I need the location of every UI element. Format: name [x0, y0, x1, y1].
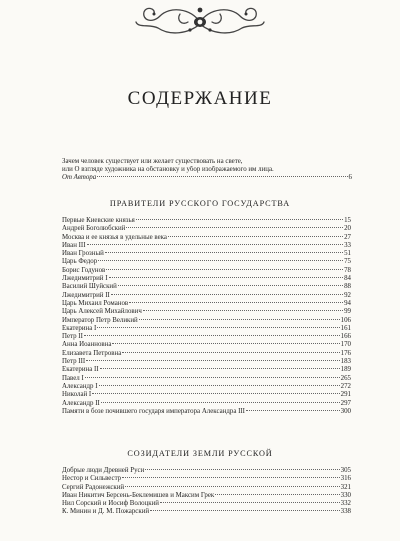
entry-title: Петр III: [62, 358, 86, 366]
entry-page: 183: [340, 358, 351, 366]
entry-page: 99: [344, 308, 351, 316]
entry-title: Памяти в бозе почившего государя императора Александра III: [62, 407, 245, 415]
entry-title: К. Минин и Д. М. Пожарский: [62, 508, 150, 516]
toc-entry[interactable]: [62, 174, 352, 182]
leader-dots: [105, 252, 343, 253]
toc-entry[interactable]: [62, 242, 351, 250]
leader-dots: [111, 294, 343, 295]
leader-dots: [92, 393, 339, 394]
toc-entry[interactable]: [62, 317, 351, 325]
entry-page: 291: [340, 391, 351, 399]
leader-dots: [87, 244, 344, 245]
toc-entry[interactable]: [62, 508, 351, 516]
section-heading: СОЗИДАТЕЛИ ЗЕМЛИ РУССКОЙ: [127, 449, 273, 458]
toc-entry[interactable]: [62, 217, 351, 225]
entry-title: Анна Иоанновна: [62, 341, 112, 349]
leader-dots: [122, 477, 340, 478]
toc-entry[interactable]: [62, 267, 351, 275]
entry-page: 88: [344, 283, 351, 291]
intro-line: Зачем человек существует или желает существовать на свете,: [62, 158, 243, 165]
entry-title: Елизавета Петровна: [62, 349, 122, 357]
toc-entry[interactable]: [62, 283, 351, 291]
entry-title: Иван Никитич Берсень-Беклемишев и Максим Грек: [62, 491, 215, 499]
entry-page: 316: [340, 475, 351, 483]
entry-page: 170: [340, 341, 351, 349]
toc-entry[interactable]: [62, 350, 351, 358]
leader-dots: [98, 260, 343, 261]
entry-title: Борис Годунов: [62, 266, 106, 274]
entry-title: Андрей Боголюбский: [62, 225, 126, 233]
entry-page: 51: [344, 250, 351, 258]
toc-entry[interactable]: [62, 250, 351, 258]
leader-dots: [136, 219, 343, 220]
toc-entry[interactable]: [62, 292, 351, 300]
entry-title: Петр II: [62, 333, 83, 341]
entry-title: Иван Грозный: [62, 250, 104, 258]
entry-title: Первые Киевские князья: [62, 217, 135, 224]
leader-dots: [97, 327, 339, 328]
entry-title: Сергий Радонежский: [62, 483, 125, 491]
toc-entry[interactable]: [62, 391, 351, 399]
entry-page: 189: [340, 366, 351, 374]
toc-entry[interactable]: [62, 475, 351, 483]
entry-title: Екатерина II: [62, 366, 99, 374]
toc-entry[interactable]: [62, 325, 351, 333]
entry-page: 92: [344, 291, 351, 299]
entry-page: 94: [344, 299, 351, 307]
toc-entry[interactable]: [62, 375, 351, 383]
entry-page: 272: [340, 382, 351, 390]
entry-page: 300: [340, 407, 351, 415]
leader-dots: [126, 227, 343, 228]
toc-entry[interactable]: [62, 366, 351, 374]
leader-dots: [143, 310, 343, 311]
entry-page: 265: [340, 374, 351, 382]
entry-page: 176: [340, 349, 351, 357]
entry-title: Иван III: [62, 241, 86, 249]
entry-title: Екатерина I: [62, 324, 97, 332]
entry-page: 84: [344, 275, 351, 283]
entry-title: Царь Михаил Романов: [62, 299, 129, 307]
leader-dots: [112, 343, 339, 344]
entry-title: Москва и ее князья в удельные века: [62, 233, 167, 241]
entry-title: Царь Федор: [62, 258, 98, 266]
entry-title: Нил Сорский и Иосиф Волоцкий: [62, 500, 159, 508]
toc-entry[interactable]: [62, 225, 351, 233]
toc-entry[interactable]: [62, 383, 351, 391]
leader-dots: [160, 502, 340, 503]
leader-dots: [168, 236, 343, 237]
entry-title: Лжедимитрий II: [62, 291, 110, 299]
entry-page: 330: [340, 491, 351, 499]
entry-title: Добрые люди Древней Руси: [62, 467, 145, 474]
toc-entry[interactable]: [62, 400, 351, 408]
leader-dots: [97, 176, 347, 177]
leader-dots: [139, 319, 340, 320]
leader-dots: [86, 360, 339, 361]
entry-page: 332: [340, 500, 351, 508]
ornament-icon: [130, 2, 270, 42]
page-title: СОДЕРЖАНИЕ: [127, 88, 273, 109]
toc-entry[interactable]: [62, 358, 351, 366]
leader-dots: [109, 277, 344, 278]
entry-page: 6: [348, 174, 352, 182]
toc-entry[interactable]: [62, 408, 351, 416]
toc-entry[interactable]: [62, 275, 351, 283]
leader-dots: [118, 285, 343, 286]
toc-entry[interactable]: [62, 492, 351, 500]
toc-entry[interactable]: [62, 341, 351, 349]
entry-title: Александр II: [62, 399, 100, 407]
toc-entry[interactable]: [62, 467, 351, 475]
intro-block: [62, 158, 352, 183]
leader-dots: [84, 335, 340, 336]
entry-title: Василий Шуйский: [62, 283, 117, 291]
entry-title: Нестор и Сильвестр: [62, 475, 122, 483]
entry-page: 106: [340, 316, 351, 324]
leader-dots: [100, 368, 340, 369]
toc-entry[interactable]: [62, 500, 351, 508]
toc-list: [62, 467, 351, 517]
entry-page: 33: [344, 241, 351, 249]
entry-title: Царь Алексей Михайлович: [62, 308, 142, 316]
leader-dots: [122, 352, 339, 353]
entry-page: 297: [340, 399, 351, 407]
toc-entry[interactable]: [62, 234, 351, 242]
toc-entry[interactable]: [62, 300, 351, 308]
entry-title: От Автора: [62, 174, 97, 182]
section-heading: ПРАВИТЕЛИ РУССКОГО ГОСУДАРСТВА: [109, 199, 291, 208]
entry-title: Павел I: [62, 374, 84, 382]
toc-list: [62, 217, 351, 416]
entry-page: 161: [340, 324, 351, 332]
leader-dots: [246, 410, 340, 411]
entry-page: 338: [340, 508, 351, 516]
toc-entry[interactable]: [62, 308, 351, 316]
toc-entry[interactable]: [62, 258, 351, 266]
leader-dots: [101, 402, 340, 403]
leader-dots: [85, 377, 340, 378]
leader-dots: [215, 494, 339, 495]
entry-title: Лжедимитрий I: [62, 275, 108, 283]
leader-dots: [125, 486, 340, 487]
toc-entry[interactable]: [62, 333, 351, 341]
leader-dots: [145, 469, 339, 470]
entry-page: 27: [344, 233, 351, 241]
leader-dots: [106, 269, 343, 270]
entry-page: 20: [344, 225, 351, 233]
entry-page: 305: [340, 467, 351, 474]
entry-page: 166: [340, 333, 351, 341]
entry-page: 321: [340, 483, 351, 491]
entry-title: Александр I: [62, 382, 98, 390]
leader-dots: [129, 302, 343, 303]
entry-page: 78: [344, 266, 351, 274]
entry-title: Император Петр Великий: [62, 316, 138, 324]
entry-page: 15: [344, 217, 351, 224]
intro-line: или О взгляде художника на обстановку и убор изображаемого им лица.: [62, 166, 274, 174]
leader-dots: [99, 385, 340, 386]
entry-title: Николай I: [62, 391, 92, 399]
entry-page: 75: [344, 258, 351, 266]
leader-dots: [150, 510, 340, 511]
toc-entry[interactable]: [62, 484, 351, 492]
